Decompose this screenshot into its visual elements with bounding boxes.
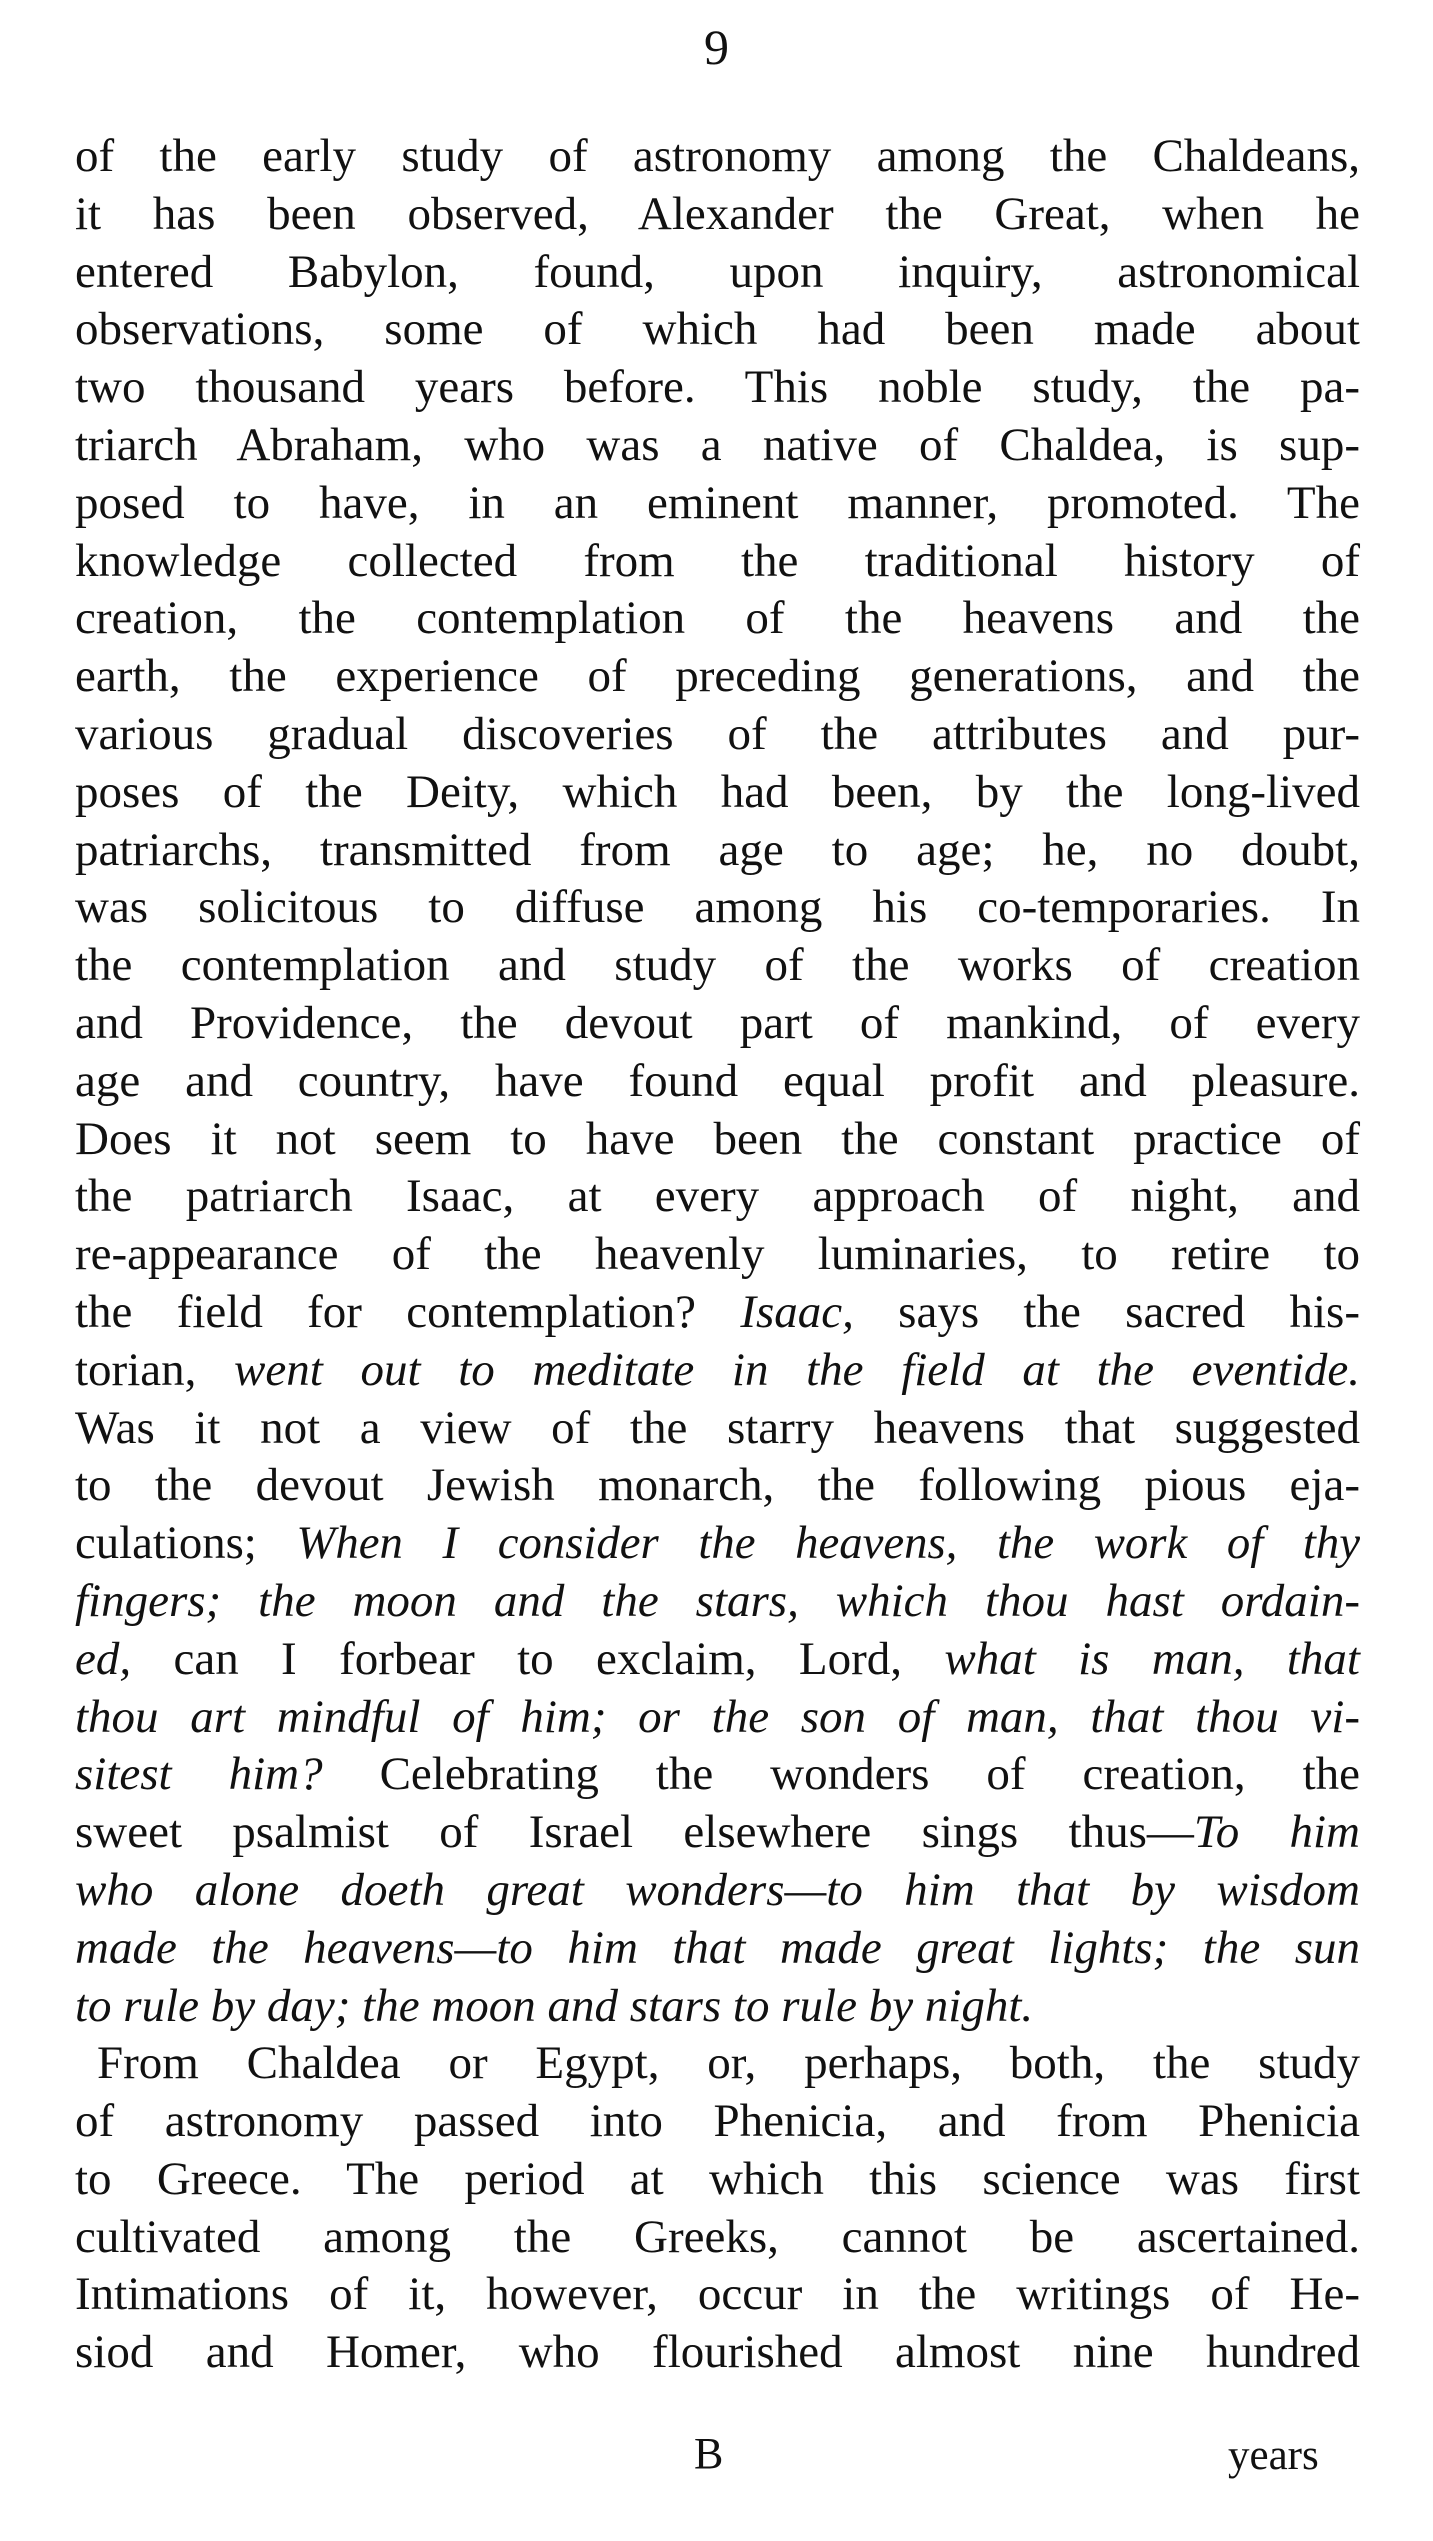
- italic-text-segment: what is man, that: [944, 1632, 1360, 1685]
- text-line: [75, 1862, 1360, 1920]
- text-segment: creation, the contemplation of the heavens and the: [75, 592, 1360, 645]
- text-line: [75, 1746, 1360, 1804]
- text-segment: can I forbear to exclaim, Lord,: [131, 1632, 945, 1685]
- text-segment: it has been observed, Alexander the Great, when he: [75, 187, 1360, 240]
- italic-text-segment: made the heavens—to him that made great lights; the sun: [75, 1921, 1360, 1974]
- text-line: [75, 1400, 1360, 1458]
- text-line: [75, 1804, 1360, 1862]
- text-line: [75, 128, 1360, 186]
- text-segment: the contemplation and study of the works of creation: [75, 939, 1360, 992]
- text-segment: various gradual discoveries of the attributes and pur-: [75, 707, 1360, 760]
- text-line: [75, 1111, 1360, 1169]
- text-segment: to Greece. The period at which this science was first: [75, 2152, 1360, 2205]
- catchword: years: [1228, 2432, 1319, 2479]
- text-line: [75, 1920, 1360, 1978]
- text-segment: observations, some of which had been made about: [75, 303, 1360, 356]
- text-line: [75, 1457, 1360, 1515]
- text-line: [75, 1978, 1360, 2036]
- text-line: [75, 1689, 1360, 1747]
- text-segment: of astronomy passed into Phenicia, and from Phenicia: [75, 2095, 1360, 2148]
- body-text: [75, 128, 1360, 2382]
- text-segment: the field for contemplation?: [75, 1285, 741, 1338]
- text-line: [75, 706, 1360, 764]
- text-segment: Celebrating the wonders of creation, the: [322, 1748, 1360, 1801]
- text-segment: poses of the Deity, which had been, by the long-lived: [75, 765, 1360, 818]
- italic-text-segment: fingers; the moon and the stars, which thou hast ordain-: [75, 1574, 1360, 1627]
- text-line: [75, 1631, 1360, 1689]
- text-segment: triarch Abraham, who was a native of Chaldea, is sup-: [75, 418, 1360, 471]
- text-line: [75, 764, 1360, 822]
- text-line: [75, 2035, 1360, 2093]
- text-line: [75, 244, 1360, 302]
- text-line: [75, 186, 1360, 244]
- text-segment: to the devout Jewish monarch, the following pious eja-: [75, 1459, 1360, 1512]
- text-segment: the patriarch Isaac, at every approach of night, and: [75, 1170, 1360, 1223]
- text-segment: culations;: [75, 1517, 297, 1570]
- text-segment: re-appearance of the heavenly luminaries, to retire to: [75, 1228, 1360, 1281]
- text-segment: age and country, have found equal profit and pleasure.: [75, 1054, 1360, 1107]
- signature-mark: B: [694, 2429, 724, 2478]
- italic-text-segment: went out to meditate in the field at the eventide.: [234, 1343, 1360, 1396]
- text-segment: siod and Homer, who flourished almost nine hundred: [75, 2326, 1360, 2379]
- text-line: [75, 590, 1360, 648]
- text-segment: Does it not seem to have been the constant practice of: [75, 1112, 1360, 1165]
- text-line: [75, 1053, 1360, 1111]
- italic-text-segment: Isaac,: [740, 1285, 854, 1338]
- text-segment: was solicitous to diffuse among his co-temporaries. In: [75, 881, 1360, 934]
- text-line: [75, 2266, 1360, 2324]
- text-line: [75, 533, 1360, 591]
- italic-text-segment: When I consider the heavens, the work of thy: [296, 1517, 1360, 1570]
- text-segment: of the early study of astronomy among the Chaldeans,: [75, 130, 1360, 182]
- text-segment: Was it not a view of the starry heavens that suggested: [75, 1401, 1360, 1454]
- text-segment: entered Babylon, found, upon inquiry, astronomical: [75, 245, 1360, 298]
- text-segment: torian,: [75, 1343, 235, 1396]
- text-line: [75, 1284, 1360, 1342]
- text-line: [75, 1573, 1360, 1631]
- text-segment: says the sacred his-: [853, 1285, 1360, 1338]
- italic-text-segment: sitest him?: [75, 1748, 323, 1801]
- text-line: [75, 1226, 1360, 1284]
- italic-text-segment: To him: [1193, 1806, 1360, 1859]
- text-line: [75, 1168, 1360, 1226]
- text-segment: cultivated among the Greeks, cannot be ascertained.: [75, 2210, 1360, 2263]
- text-line: [75, 301, 1360, 359]
- text-line: [75, 2093, 1360, 2151]
- text-segment: posed to have, in an eminent manner, promoted. The: [75, 476, 1360, 529]
- text-line: [75, 1515, 1360, 1573]
- text-segment: Intimations of it, however, occur in the writings of He-: [75, 2268, 1360, 2321]
- text-line: [75, 822, 1360, 880]
- text-line: [75, 879, 1360, 937]
- text-segment: patriarchs, transmitted from age to age; he, no doubt,: [75, 823, 1360, 876]
- italic-text-segment: who alone doeth great wonders—to him that by wisdom: [75, 1863, 1360, 1916]
- page-number: 9: [704, 19, 729, 75]
- text-segment: and Providence, the devout part of mankind, of every: [75, 996, 1360, 1049]
- text-line: [75, 2151, 1360, 2209]
- text-line: [75, 2209, 1360, 2267]
- italic-text-segment: ed,: [75, 1632, 132, 1685]
- text-line: [75, 937, 1360, 995]
- text-line: [75, 359, 1360, 417]
- italic-text-segment: to rule by day; the moon and stars to rule by night.: [75, 1979, 1034, 2032]
- italic-text-segment: thou art mindful of him; or the son of man, that thou vi-: [75, 1690, 1360, 1743]
- text-segment: knowledge collected from the traditional history of: [75, 534, 1360, 587]
- text-segment: sweet psalmist of Israel elsewhere sings thus—: [75, 1806, 1194, 1859]
- text-line: [75, 1342, 1360, 1400]
- text-segment: From Chaldea or Egypt, or, perhaps, both, the study: [97, 2037, 1360, 2090]
- text-segment: earth, the experience of preceding generations, and the: [75, 650, 1360, 703]
- text-line: [75, 995, 1360, 1053]
- text-line: [75, 648, 1360, 706]
- text-segment: two thousand years before. This noble study, the pa-: [75, 361, 1360, 414]
- text-line: [75, 475, 1360, 533]
- text-line: [75, 417, 1360, 475]
- text-line: [75, 2324, 1360, 2382]
